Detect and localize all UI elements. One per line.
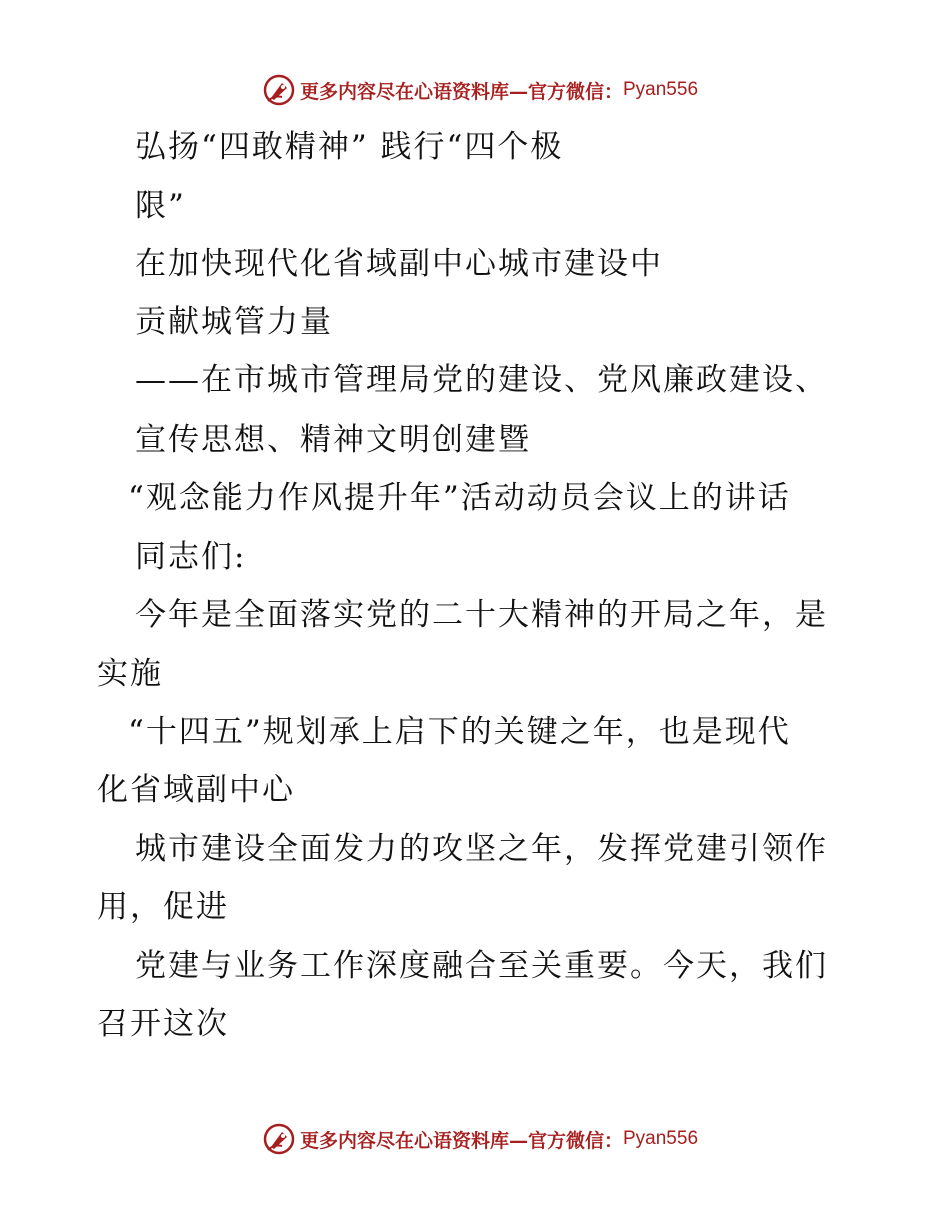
body-line-1: 今年是全面落实党的二十大精神的开局之年，是 [135,597,828,633]
body-line-3: “十四五”规划承上启下的关键之年，也是现代 [128,714,791,750]
title-line-3: 在加快现代化省域副中心城市建设中 [135,246,663,282]
body-line-8: 召开这次 [97,1006,229,1042]
title-line-2: 限” [135,188,186,224]
header-banner-text: 更多内容尽在心语资料库—官方微信： [299,80,623,103]
subtitle-line-3: “观念能力作风提升年”活动动员会议上的讲话 [128,480,791,516]
body-line-5: 城市建设全面发力的攻坚之年，发挥党建引领作 [135,831,828,867]
header-wechat-id: Pyan556 [623,79,699,100]
body-line-4: 化省域副中心 [97,772,295,808]
subtitle-line-1: ——在市城市管理局党的建设、党风廉政建设、 [135,362,828,398]
header-banner [0,70,950,110]
title-line-4: 贡献城管力量 [135,304,333,340]
footer-banner-content [262,1122,698,1156]
footer-wechat-id: Pyan556 [623,1128,699,1149]
pen-nib-logo-icon [262,1122,296,1156]
footer-banner-text: 更多内容尽在心语资料库—官方微信： [299,1129,623,1152]
footer-banner [0,1119,950,1159]
pen-nib-logo-icon [262,73,296,107]
title-line-1: 弘扬“四敢精神” 践行“四个极 [135,129,564,165]
salutation: 同志们: [135,539,247,575]
body-line-7: 党建与业务工作深度融合至关重要。今天，我们 [135,948,828,984]
header-banner-content [262,73,698,107]
body-line-6: 用，促进 [97,889,229,925]
body-line-2: 实施 [97,656,163,692]
subtitle-line-2: 宣传思想、精神文明创建暨 [135,422,531,458]
